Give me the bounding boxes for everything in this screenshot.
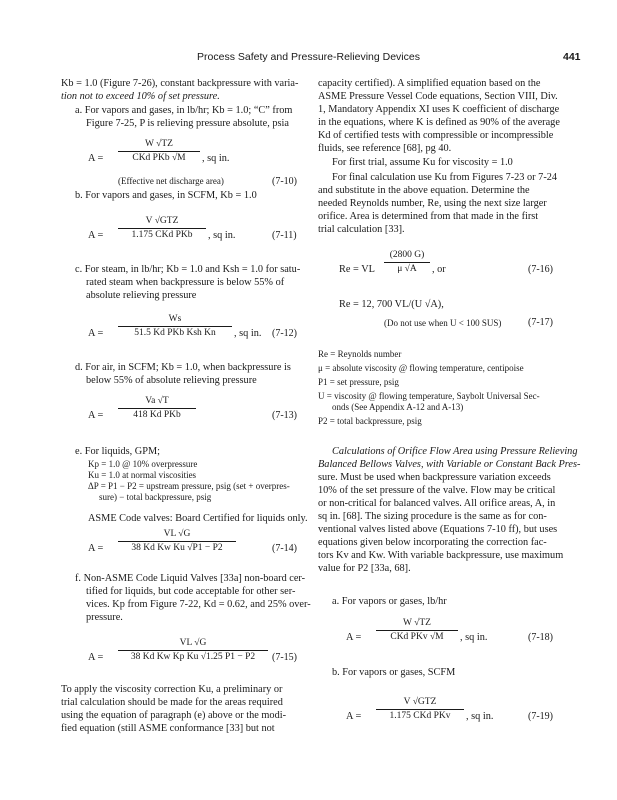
- eq-7-14-numerator: VL √G: [163, 529, 191, 539]
- right-paragraph-line: ventional valves listed above (Equations 7-10 ff), but uses: [318, 524, 558, 535]
- eq-7-10-note: (Effective net discharge area): [118, 176, 224, 186]
- definition-line: U = viscosity @ flowing temperature, Saybolt Universal Sec-: [318, 391, 540, 401]
- eq-7-11-denominator: 1.175 CKd PKb: [118, 228, 206, 241]
- item-f-text: vices. Kp from Figure 7-22, Kd = 0.62, and 25% over-: [86, 599, 311, 610]
- eq-7-11-suffix: , sq in.: [208, 230, 236, 241]
- eq-7-18-suffix: , sq in.: [460, 632, 488, 643]
- definition-line: P2 = total backpressure, psig: [318, 416, 422, 426]
- eq-7-13-denominator: 418 Kd PKb: [118, 408, 196, 421]
- eq-7-19-suffix: , sq in.: [466, 711, 494, 722]
- item-f-text: pressure.: [86, 612, 123, 623]
- right-paragraph-line: or non-critical for balanced valves. All orifice areas, A, in: [318, 498, 556, 509]
- item-e-def: sure) − total backpressure, psig: [99, 492, 212, 502]
- eq-7-10-number: (7-10): [272, 176, 297, 187]
- eq-7-15-numerator: VL √G: [179, 638, 207, 648]
- eq-7-16-numerator: (2800 G): [389, 250, 425, 260]
- definition-line: P1 = set pressure, psig: [318, 377, 399, 387]
- right-paragraph-line: sure. Must be used when backpressure variation exceeds: [318, 472, 551, 483]
- definition-line: Re = Reynolds number: [318, 349, 402, 359]
- item-b-text: b. For vapors and gases, in SCFM, Kb = 1.0: [75, 190, 257, 201]
- eq-7-19-fraction: [376, 697, 464, 722]
- eq-7-12-suffix: , sq in.: [234, 328, 262, 339]
- eq-7-18-denominator: CKd PKv √M: [376, 630, 458, 643]
- eq-7-14-denominator: 38 Kd Kw Ku √P1 − P2: [118, 541, 236, 554]
- item-e-def: ΔP = P1 − P2 = upstream pressure, psig (set + overpres-: [88, 481, 290, 491]
- eq-7-18-numerator: W √TZ: [403, 618, 431, 628]
- eq-7-16-lhs: Re = VL: [339, 264, 375, 275]
- right-paragraph-line: 1, Mandatory Appendix XI uses K coefficient of discharge: [318, 104, 560, 115]
- right-paragraph-line: sq in. [68]. The sizing procedure is the same as for con-: [318, 511, 547, 522]
- intro-line: Kb = 1.0 (Figure 7-26), constant backpressure with varia-: [61, 78, 299, 89]
- right-paragraph-line: Kd of certified tests with compressible or incompressible: [318, 130, 554, 141]
- eq-7-15-lhs: A =: [88, 652, 104, 663]
- right-item-a-text: a. For vapors or gases, lb/hr: [332, 596, 447, 607]
- item-f-text: tified for liquids, but code acceptable for other ser-: [86, 586, 296, 597]
- right-paragraph-line: in the equations, where K is defined as 90% of the average: [318, 117, 560, 128]
- page-number: 441: [563, 51, 581, 63]
- right-paragraph-line: orifice. Area is determined from that made in the first: [318, 211, 539, 222]
- eq-7-18-fraction: [376, 618, 458, 643]
- item-e-def: Kp = 1.0 @ 10% overpressure: [88, 459, 198, 469]
- eq-7-14-fraction: [118, 529, 236, 554]
- item-c-text: absolute relieving pressure: [86, 290, 197, 301]
- eq-7-12-denominator: 51.5 Kd PKb Ksh Kn: [118, 326, 232, 339]
- eq-7-10-denominator: CKd PKb √M: [118, 151, 200, 164]
- eq-7-11-numerator: V √GTZ: [145, 216, 179, 226]
- eq-7-15-fraction: [118, 638, 268, 663]
- closing-paragraph-line: using the equation of paragraph (e) above or the modi-: [61, 710, 287, 721]
- right-paragraph-line: ASME Pressure Vessel Code equations, Section VIII, Div.: [318, 91, 558, 102]
- asme-note: ASME Code valves: Board Certified for liquids only.: [88, 513, 308, 524]
- eq-7-12-lhs: A =: [88, 328, 104, 339]
- eq-7-19-number: (7-19): [528, 711, 553, 722]
- item-d-text: below 55% of absolute relieving pressure: [86, 375, 257, 386]
- item-f-text: f. Non-ASME Code Liquid Valves [33a] non-board cer-: [75, 573, 306, 584]
- eq-7-16-fraction: [384, 250, 430, 275]
- eq-7-19-numerator: V √GTZ: [403, 697, 437, 707]
- right-paragraph-line: tors Kv and Kw. With variable backpressure, use maximum: [318, 550, 564, 561]
- section-heading-line: Balanced Bellows Valves, with Variable or Constant Back Pres-: [318, 459, 581, 470]
- item-c-text: c. For steam, in lb/hr; Kb = 1.0 and Ksh = 1.0 for satu-: [75, 264, 301, 275]
- eq-7-17-text: Re = 12, 700 VL/(U √A),: [339, 299, 444, 310]
- right-paragraph-line: fluids, see reference [68], pg 40.: [318, 143, 452, 154]
- eq-7-18-number: (7-18): [528, 632, 553, 643]
- right-paragraph-line: and substitute in the above equation. Determine the: [318, 185, 530, 196]
- first-trial-text: For first trial, assume Ku for viscosity = 1.0: [332, 157, 513, 168]
- section-heading-line: Calculations of Orifice Flow Area using Pressure Relieving: [332, 446, 578, 457]
- eq-7-12-fraction: [118, 314, 232, 339]
- eq-7-16-suffix: , or: [432, 264, 446, 275]
- eq-7-16-number: (7-16): [528, 264, 553, 275]
- definition-line: onds (See Appendix A-12 and A-13): [332, 402, 464, 412]
- closing-paragraph-line: trial calculation should be made for the areas required: [61, 697, 283, 708]
- item-a-text: a. For vapors and gases, in lb/hr; Kb = 1.0; “C” from: [75, 105, 293, 116]
- eq-7-13-numerator: Va √T: [145, 396, 169, 406]
- eq-7-13-number: (7-13): [272, 410, 297, 421]
- eq-7-11-fraction: [118, 216, 206, 241]
- eq-7-15-number: (7-15): [272, 652, 297, 663]
- eq-7-10-numerator: W √TZ: [145, 139, 173, 149]
- item-e-text: e. For liquids, GPM;: [75, 446, 160, 457]
- eq-7-19-lhs: A =: [346, 711, 362, 722]
- intro-line: tion not to exceed 10% of set pressure.: [61, 91, 220, 102]
- eq-7-17-number: (7-17): [528, 317, 553, 328]
- closing-paragraph-line: fied equation (still ASME conformance [33] but not: [61, 723, 275, 734]
- eq-7-10-fraction: [118, 139, 200, 164]
- eq-7-13-lhs: A =: [88, 410, 104, 421]
- eq-7-16-denominator: μ √A: [384, 262, 430, 275]
- eq-7-17-note: (Do not use when U < 100 SUS): [384, 318, 502, 328]
- eq-7-12-numerator: Ws: [168, 314, 182, 324]
- right-paragraph-line: capacity certified). A simplified equation based on the: [318, 78, 541, 89]
- right-paragraph-line: equations given below incorporating the correction fac-: [318, 537, 547, 548]
- right-paragraph-line: needed Reynolds number, Re, using the next size larger: [318, 198, 547, 209]
- eq-7-18-lhs: A =: [346, 632, 362, 643]
- running-header-title: Process Safety and Pressure-Relieving Devices: [197, 51, 420, 63]
- right-paragraph-line: value for P2 [33a, 68].: [318, 563, 411, 574]
- item-c-text: rated steam when backpressure is below 55% of: [86, 277, 285, 288]
- eq-7-14-lhs: A =: [88, 543, 104, 554]
- right-paragraph-line: 10% of the set pressure of the valve. Flow may be critical: [318, 485, 556, 496]
- eq-7-11-lhs: A =: [88, 230, 104, 241]
- item-d-text: d. For air, in SCFM; Kb = 1.0, when backpressure is: [75, 362, 291, 373]
- definition-line: μ = absolute viscosity @ flowing temperature, centipoise: [318, 363, 524, 373]
- closing-paragraph-line: To apply the viscosity correction Ku, a preliminary or: [61, 684, 283, 695]
- right-paragraph-line: trial calculation [33].: [318, 224, 405, 235]
- right-paragraph-line: For final calculation use Ku from Figures 7-23 or 7-24: [332, 172, 558, 183]
- eq-7-13-fraction: [118, 396, 196, 421]
- eq-7-10-lhs: A =: [88, 153, 104, 164]
- item-a-text: Figure 7-25, P is relieving pressure absolute, psia: [86, 118, 289, 129]
- eq-7-12-number: (7-12): [272, 328, 297, 339]
- eq-7-10-suffix: , sq in.: [202, 153, 230, 164]
- eq-7-11-number: (7-11): [272, 230, 297, 241]
- eq-7-19-denominator: 1.175 CKd PKv: [376, 709, 464, 722]
- right-item-b-text: b. For vapors or gases, SCFM: [332, 667, 456, 678]
- item-e-def: Ku = 1.0 at normal viscosities: [88, 470, 197, 480]
- eq-7-14-number: (7-14): [272, 543, 297, 554]
- eq-7-15-denominator: 38 Kd Kw Kp Ku √1.25 P1 − P2: [118, 650, 268, 663]
